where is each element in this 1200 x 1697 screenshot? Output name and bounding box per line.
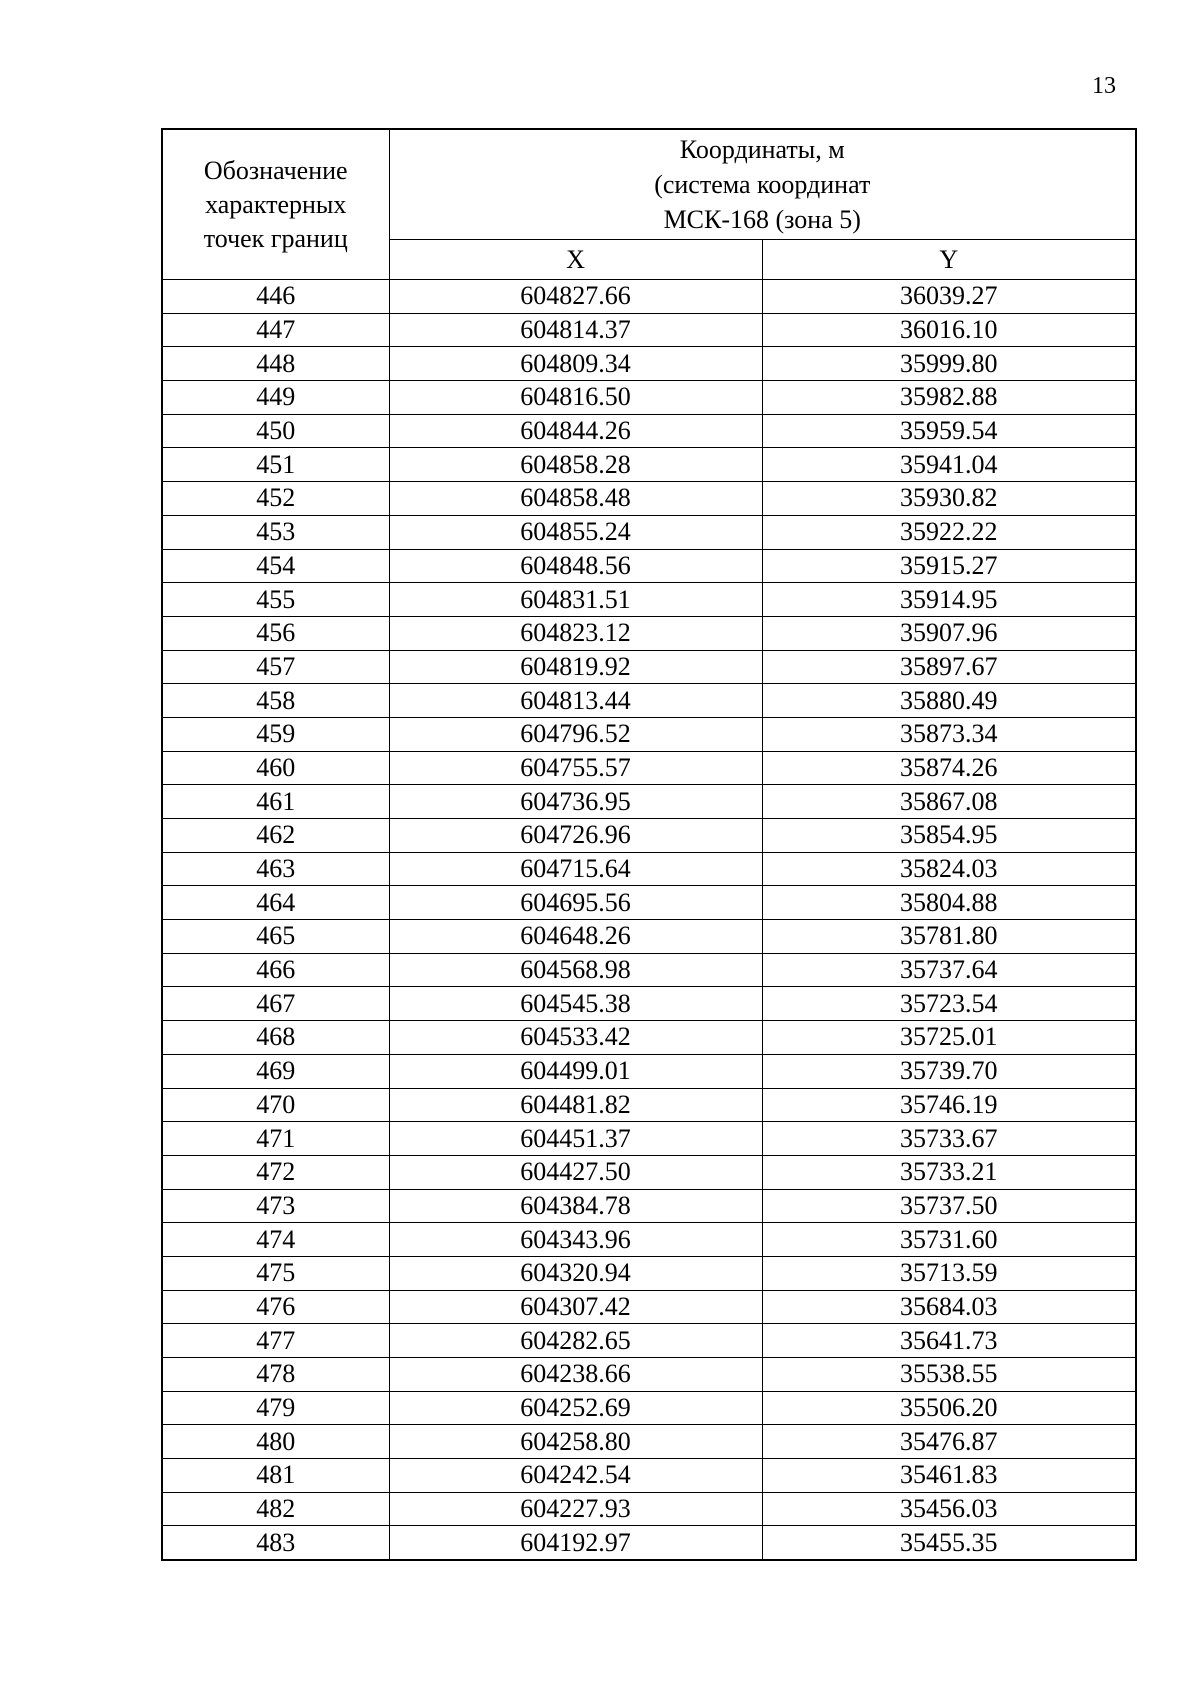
y-coordinate-cell: 35455.35 — [762, 1526, 1136, 1560]
header-line: Обозначение — [203, 155, 348, 185]
table-row — [162, 616, 1136, 650]
x-coordinate-cell: 604384.78 — [389, 1189, 762, 1223]
x-coordinate-cell: 604258.80 — [389, 1425, 762, 1459]
y-coordinate-cell: 35804.88 — [762, 886, 1136, 920]
x-coordinate-cell: 604252.69 — [389, 1391, 762, 1425]
point-id-cell: 463 — [162, 852, 389, 886]
table-row — [162, 819, 1136, 853]
x-coordinate-cell: 604343.96 — [389, 1223, 762, 1257]
point-id-cell: 475 — [162, 1256, 389, 1290]
point-id-cell: 478 — [162, 1358, 389, 1392]
x-coordinate-cell: 604227.93 — [389, 1492, 762, 1526]
coordinates-header — [389, 129, 1136, 240]
point-id-cell: 458 — [162, 684, 389, 718]
y-column-header: Y — [762, 240, 1136, 280]
table-row — [162, 1324, 1136, 1358]
table-row — [162, 852, 1136, 886]
y-coordinate-cell: 35737.64 — [762, 953, 1136, 987]
y-coordinate-cell: 35725.01 — [762, 1021, 1136, 1055]
y-coordinate-cell: 35880.49 — [762, 684, 1136, 718]
point-id-cell: 457 — [162, 650, 389, 684]
y-coordinate-cell: 35982.88 — [762, 381, 1136, 415]
table-row — [162, 1492, 1136, 1526]
x-coordinate-cell: 604192.97 — [389, 1526, 762, 1560]
table-row — [162, 280, 1136, 314]
x-coordinate-cell: 604816.50 — [389, 381, 762, 415]
table-row — [162, 953, 1136, 987]
header-line: Координаты, м — [679, 135, 845, 165]
point-id-cell: 468 — [162, 1021, 389, 1055]
coordinates-table — [161, 128, 1137, 1561]
point-id-cell: 455 — [162, 583, 389, 617]
y-coordinate-cell: 35824.03 — [762, 852, 1136, 886]
x-coordinate-cell: 604855.24 — [389, 515, 762, 549]
point-id-cell: 476 — [162, 1290, 389, 1324]
x-coordinate-cell: 604814.37 — [389, 313, 762, 347]
y-coordinate-cell: 35684.03 — [762, 1290, 1136, 1324]
x-coordinate-cell: 604481.82 — [389, 1088, 762, 1122]
y-coordinate-cell: 35506.20 — [762, 1391, 1136, 1425]
point-id-cell: 474 — [162, 1223, 389, 1257]
x-coordinate-cell: 604755.57 — [389, 751, 762, 785]
table-row — [162, 448, 1136, 482]
y-coordinate-cell: 35854.95 — [762, 819, 1136, 853]
header-line: МСК-168 (зона 5) — [663, 205, 861, 235]
x-coordinate-cell: 604809.34 — [389, 347, 762, 381]
table-row — [162, 313, 1136, 347]
point-id-cell: 471 — [162, 1122, 389, 1156]
table-row — [162, 751, 1136, 785]
point-id-cell: 481 — [162, 1459, 389, 1493]
point-id-cell: 464 — [162, 886, 389, 920]
x-coordinate-cell: 604715.64 — [389, 852, 762, 886]
point-id-cell: 480 — [162, 1425, 389, 1459]
y-coordinate-cell: 35733.67 — [762, 1122, 1136, 1156]
x-coordinate-cell: 604823.12 — [389, 616, 762, 650]
table-row — [162, 886, 1136, 920]
x-coordinate-cell: 604307.42 — [389, 1290, 762, 1324]
x-coordinate-cell: 604858.48 — [389, 482, 762, 516]
header-line: характерных — [205, 189, 347, 219]
y-coordinate-cell: 36039.27 — [762, 280, 1136, 314]
x-coordinate-cell: 604858.28 — [389, 448, 762, 482]
x-coordinate-cell: 604736.95 — [389, 785, 762, 819]
y-coordinate-cell: 35723.54 — [762, 987, 1136, 1021]
point-id-cell: 451 — [162, 448, 389, 482]
point-designation-header — [162, 129, 389, 280]
y-coordinate-cell: 35746.19 — [762, 1088, 1136, 1122]
x-coordinate-cell: 604831.51 — [389, 583, 762, 617]
y-coordinate-cell: 35781.80 — [762, 920, 1136, 954]
table-row — [162, 549, 1136, 583]
point-id-cell: 469 — [162, 1054, 389, 1088]
point-id-cell: 482 — [162, 1492, 389, 1526]
x-coordinate-cell: 604726.96 — [389, 819, 762, 853]
table-row — [162, 1358, 1136, 1392]
point-id-cell: 473 — [162, 1189, 389, 1223]
point-id-cell: 460 — [162, 751, 389, 785]
point-id-cell: 479 — [162, 1391, 389, 1425]
x-coordinate-cell: 604848.56 — [389, 549, 762, 583]
y-coordinate-cell: 35731.60 — [762, 1223, 1136, 1257]
point-id-cell: 449 — [162, 381, 389, 415]
table-row — [162, 515, 1136, 549]
y-coordinate-cell: 35922.22 — [762, 515, 1136, 549]
table-row — [162, 1223, 1136, 1257]
header-line: (система координат — [654, 170, 871, 200]
y-coordinate-cell: 35874.26 — [762, 751, 1136, 785]
y-coordinate-cell: 35915.27 — [762, 549, 1136, 583]
point-id-cell: 483 — [162, 1526, 389, 1560]
y-coordinate-cell: 35456.03 — [762, 1492, 1136, 1526]
x-coordinate-cell: 604242.54 — [389, 1459, 762, 1493]
y-coordinate-cell: 35941.04 — [762, 448, 1136, 482]
table-row — [162, 785, 1136, 819]
page-number: 13 — [1092, 73, 1116, 99]
header-line: точек границ — [203, 223, 348, 253]
x-coordinate-cell: 604827.66 — [389, 280, 762, 314]
x-coordinate-cell: 604238.66 — [389, 1358, 762, 1392]
y-coordinate-cell: 35733.21 — [762, 1155, 1136, 1189]
y-coordinate-cell: 35739.70 — [762, 1054, 1136, 1088]
y-coordinate-cell: 35538.55 — [762, 1358, 1136, 1392]
point-id-cell: 467 — [162, 987, 389, 1021]
table-row — [162, 717, 1136, 751]
point-id-cell: 447 — [162, 313, 389, 347]
table-row — [162, 1088, 1136, 1122]
x-coordinate-cell: 604844.26 — [389, 414, 762, 448]
point-id-cell: 453 — [162, 515, 389, 549]
y-coordinate-cell: 35873.34 — [762, 717, 1136, 751]
point-id-cell: 477 — [162, 1324, 389, 1358]
table-row — [162, 1189, 1136, 1223]
table-row — [162, 1290, 1136, 1324]
y-coordinate-cell: 35907.96 — [762, 616, 1136, 650]
table-row — [162, 1459, 1136, 1493]
y-coordinate-cell: 36016.10 — [762, 313, 1136, 347]
table-row — [162, 414, 1136, 448]
point-id-cell: 448 — [162, 347, 389, 381]
point-id-cell: 459 — [162, 717, 389, 751]
y-coordinate-cell: 35737.50 — [762, 1189, 1136, 1223]
x-coordinate-cell: 604648.26 — [389, 920, 762, 954]
point-id-cell: 470 — [162, 1088, 389, 1122]
table-row — [162, 1054, 1136, 1088]
point-id-cell: 466 — [162, 953, 389, 987]
table-row — [162, 482, 1136, 516]
y-coordinate-cell: 35959.54 — [762, 414, 1136, 448]
y-coordinate-cell: 35461.83 — [762, 1459, 1136, 1493]
y-coordinate-cell: 35641.73 — [762, 1324, 1136, 1358]
point-id-cell: 465 — [162, 920, 389, 954]
y-coordinate-cell: 35999.80 — [762, 347, 1136, 381]
point-id-cell: 461 — [162, 785, 389, 819]
table-row — [162, 381, 1136, 415]
table-row — [162, 1391, 1136, 1425]
table-row — [162, 650, 1136, 684]
table-row — [162, 1021, 1136, 1055]
y-coordinate-cell: 35897.67 — [762, 650, 1136, 684]
table-row — [162, 347, 1136, 381]
table-row — [162, 987, 1136, 1021]
x-coordinate-cell: 604545.38 — [389, 987, 762, 1021]
x-coordinate-cell: 604819.92 — [389, 650, 762, 684]
point-id-cell: 462 — [162, 819, 389, 853]
point-id-cell: 456 — [162, 616, 389, 650]
point-id-cell: 452 — [162, 482, 389, 516]
y-coordinate-cell: 35914.95 — [762, 583, 1136, 617]
y-coordinate-cell: 35930.82 — [762, 482, 1136, 516]
table-row — [162, 1526, 1136, 1560]
table-row — [162, 920, 1136, 954]
table-row — [162, 1155, 1136, 1189]
x-coordinate-cell: 604320.94 — [389, 1256, 762, 1290]
x-coordinate-cell: 604282.65 — [389, 1324, 762, 1358]
x-coordinate-cell: 604427.50 — [389, 1155, 762, 1189]
point-id-cell: 450 — [162, 414, 389, 448]
x-coordinate-cell: 604695.56 — [389, 886, 762, 920]
y-coordinate-cell: 35867.08 — [762, 785, 1136, 819]
x-coordinate-cell: 604533.42 — [389, 1021, 762, 1055]
point-id-cell: 446 — [162, 280, 389, 314]
x-coordinate-cell: 604796.52 — [389, 717, 762, 751]
x-coordinate-cell: 604451.37 — [389, 1122, 762, 1156]
x-column-header: X — [389, 240, 762, 280]
point-id-cell: 454 — [162, 549, 389, 583]
table-row — [162, 1122, 1136, 1156]
table-body — [162, 280, 1136, 1561]
table-header — [162, 129, 1136, 280]
table-row — [162, 1425, 1136, 1459]
point-id-cell: 472 — [162, 1155, 389, 1189]
x-coordinate-cell: 604499.01 — [389, 1054, 762, 1088]
table-row — [162, 1256, 1136, 1290]
x-coordinate-cell: 604568.98 — [389, 953, 762, 987]
x-coordinate-cell: 604813.44 — [389, 684, 762, 718]
table-row — [162, 583, 1136, 617]
y-coordinate-cell: 35476.87 — [762, 1425, 1136, 1459]
table-row — [162, 684, 1136, 718]
y-coordinate-cell: 35713.59 — [762, 1256, 1136, 1290]
